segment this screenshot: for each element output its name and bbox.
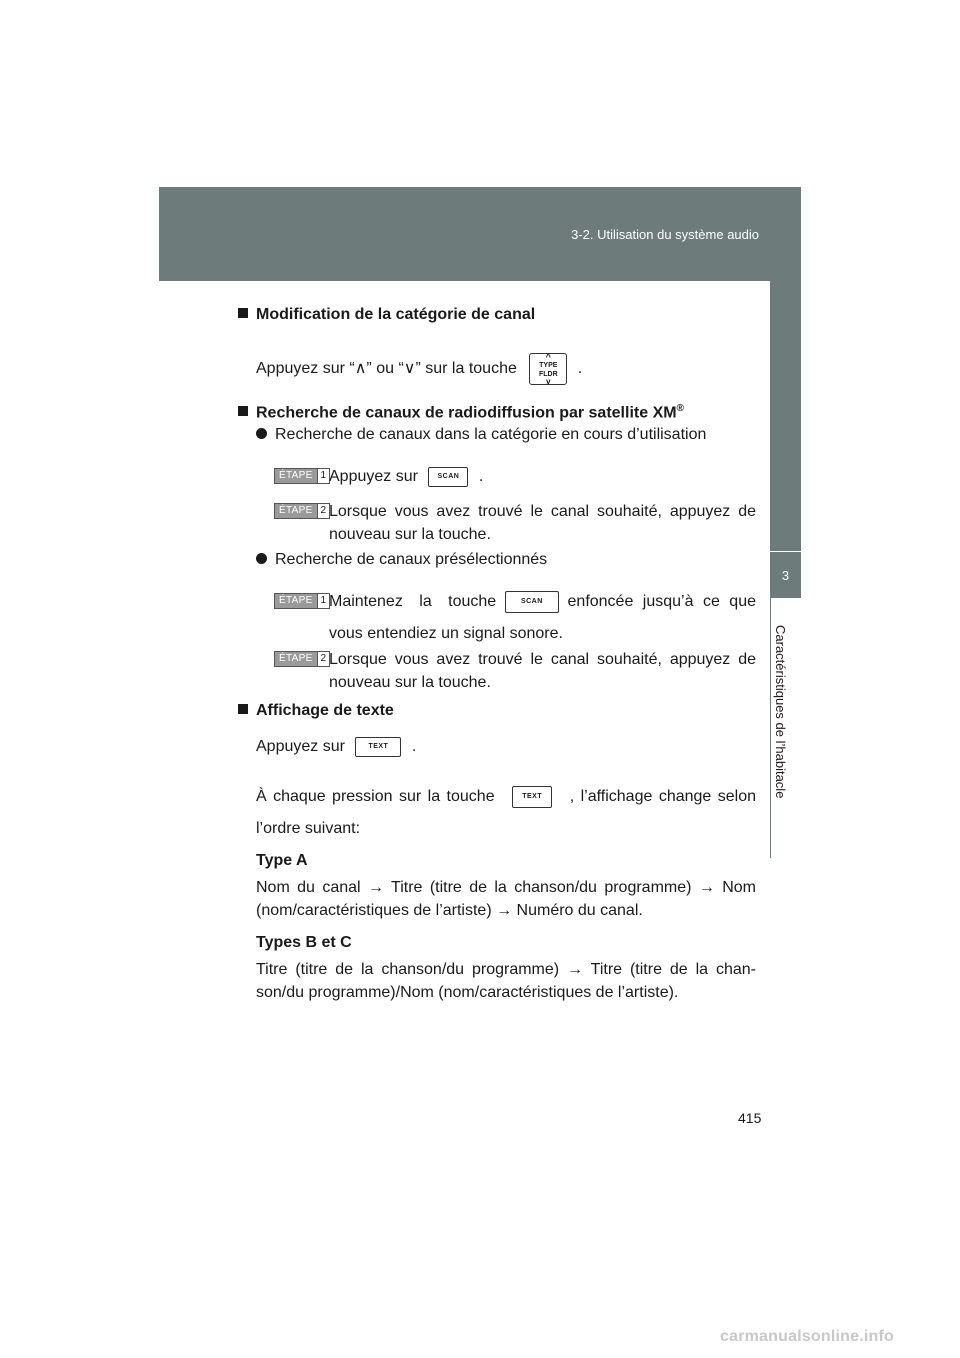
text-instruction-line2 [256,785,756,808]
scan-button-icon: SCAN [505,591,559,613]
preset-step1-line1 [329,590,756,613]
side-tab-bar [770,281,801,551]
section-heading-text: Affichage de texte [256,702,394,719]
types-bc-heading: Types B et C [256,934,352,951]
fldr-label: FLDR [538,371,558,378]
section-heading-text: Modification de la catégorie de canal [256,306,536,323]
chevron-down-icon: v [546,377,551,386]
etape-number: 1 [317,469,330,483]
round-bullet-icon [256,428,267,439]
chevron-up-icon: ^ [545,352,551,362]
square-bullet-icon [238,308,248,318]
instruction-period: . [577,360,583,378]
step-text: Appuyez sur [329,468,418,485]
type-a-line1: Nom du canal → Titre (titre de la chanson/du programme) → Nom [256,879,756,896]
text-instruction-line1 [256,735,416,758]
instruction-text: , l’affichage change selon [569,788,756,805]
etape-1-badge [274,468,330,484]
channel-category-instruction [256,353,582,385]
instruction-text: À chaque pression sur la touche [256,788,495,805]
header-band [159,187,801,281]
section-heading-channel-category [238,303,535,326]
section-heading-text-display [238,699,394,722]
step1-press-scan [329,465,483,488]
step-period: . [478,468,484,485]
square-bullet-icon [238,704,248,714]
page-number: 415 [738,1110,762,1126]
etape-label: ÉTAPE [275,594,317,608]
etape-number: 2 [317,652,330,666]
instruction-text: Appuyez sur “∧” ou “∨” sur la touche [256,360,517,378]
etape-label: ÉTAPE [275,652,317,666]
instruction-period: . [411,738,417,755]
header-title: 3-2. Utilisation du système audio [571,227,759,242]
round-bullet-icon [256,553,267,564]
types-bc-line2: son/du programme)/Nom (nom/caractéristiques de l’artiste). [256,984,679,1001]
square-bullet-icon [238,406,248,416]
watermark: carmanualsonline.info [720,1328,895,1345]
types-bc-line1: Titre (titre de la chanson/du programme) → Titre (titre de la chan- [256,961,756,978]
etape-2-badge [274,503,330,519]
step-text: Maintenez la touche [329,593,497,610]
section-heading-xm-search [238,397,684,424]
registered-mark: ® [676,403,684,414]
etape-number: 2 [317,504,330,518]
type-a-heading: Type A [256,852,308,869]
step2-line2: nouveau sur la touche. [329,526,491,543]
side-tab-chapter-number: 3 [770,552,801,598]
text-instruction-line3: l’ordre suivant: [256,820,361,837]
etape-number: 1 [317,594,330,608]
preset-step2-line2: nouveau sur la touche. [329,674,491,691]
etape-2-badge [274,651,330,667]
type-fldr-button-icon [529,353,567,385]
text-button-icon: TEXT [355,737,401,757]
etape-label: ÉTAPE [275,469,317,483]
bullet-current-category [256,423,706,446]
scan-button-icon: SCAN [428,467,468,487]
side-tab-chapter-label: Caractéristiques de l’habitacle [773,625,788,799]
instruction-text: Appuyez sur [256,738,345,755]
step2-line1: Lorsque vous avez trouvé le canal souhaité, appuyez de [329,503,756,520]
type-label: TYPE [539,362,558,369]
type-a-line2: (nom/caractéristiques de l’artiste) → Numéro du canal. [256,902,643,919]
etape-1-badge [274,593,330,609]
preset-step1-line2: vous entendiez un signal sonore. [329,625,563,642]
bullet-text: Recherche de canaux présélectionnés [275,551,548,568]
section-heading-text: Recherche de canaux de radiodiffusion par satellite XM [256,404,677,422]
bullet-text: Recherche de canaux dans la catégorie en cours d’utilisation [275,426,707,443]
text-button-icon: TEXT [512,786,552,808]
step-text: enfoncée jusqu’à ce que [567,593,756,610]
preset-step2-line1: Lorsque vous avez trouvé le canal souhaité, appuyez de [329,651,756,668]
etape-label: ÉTAPE [275,504,317,518]
bullet-preset-channels [256,548,547,571]
